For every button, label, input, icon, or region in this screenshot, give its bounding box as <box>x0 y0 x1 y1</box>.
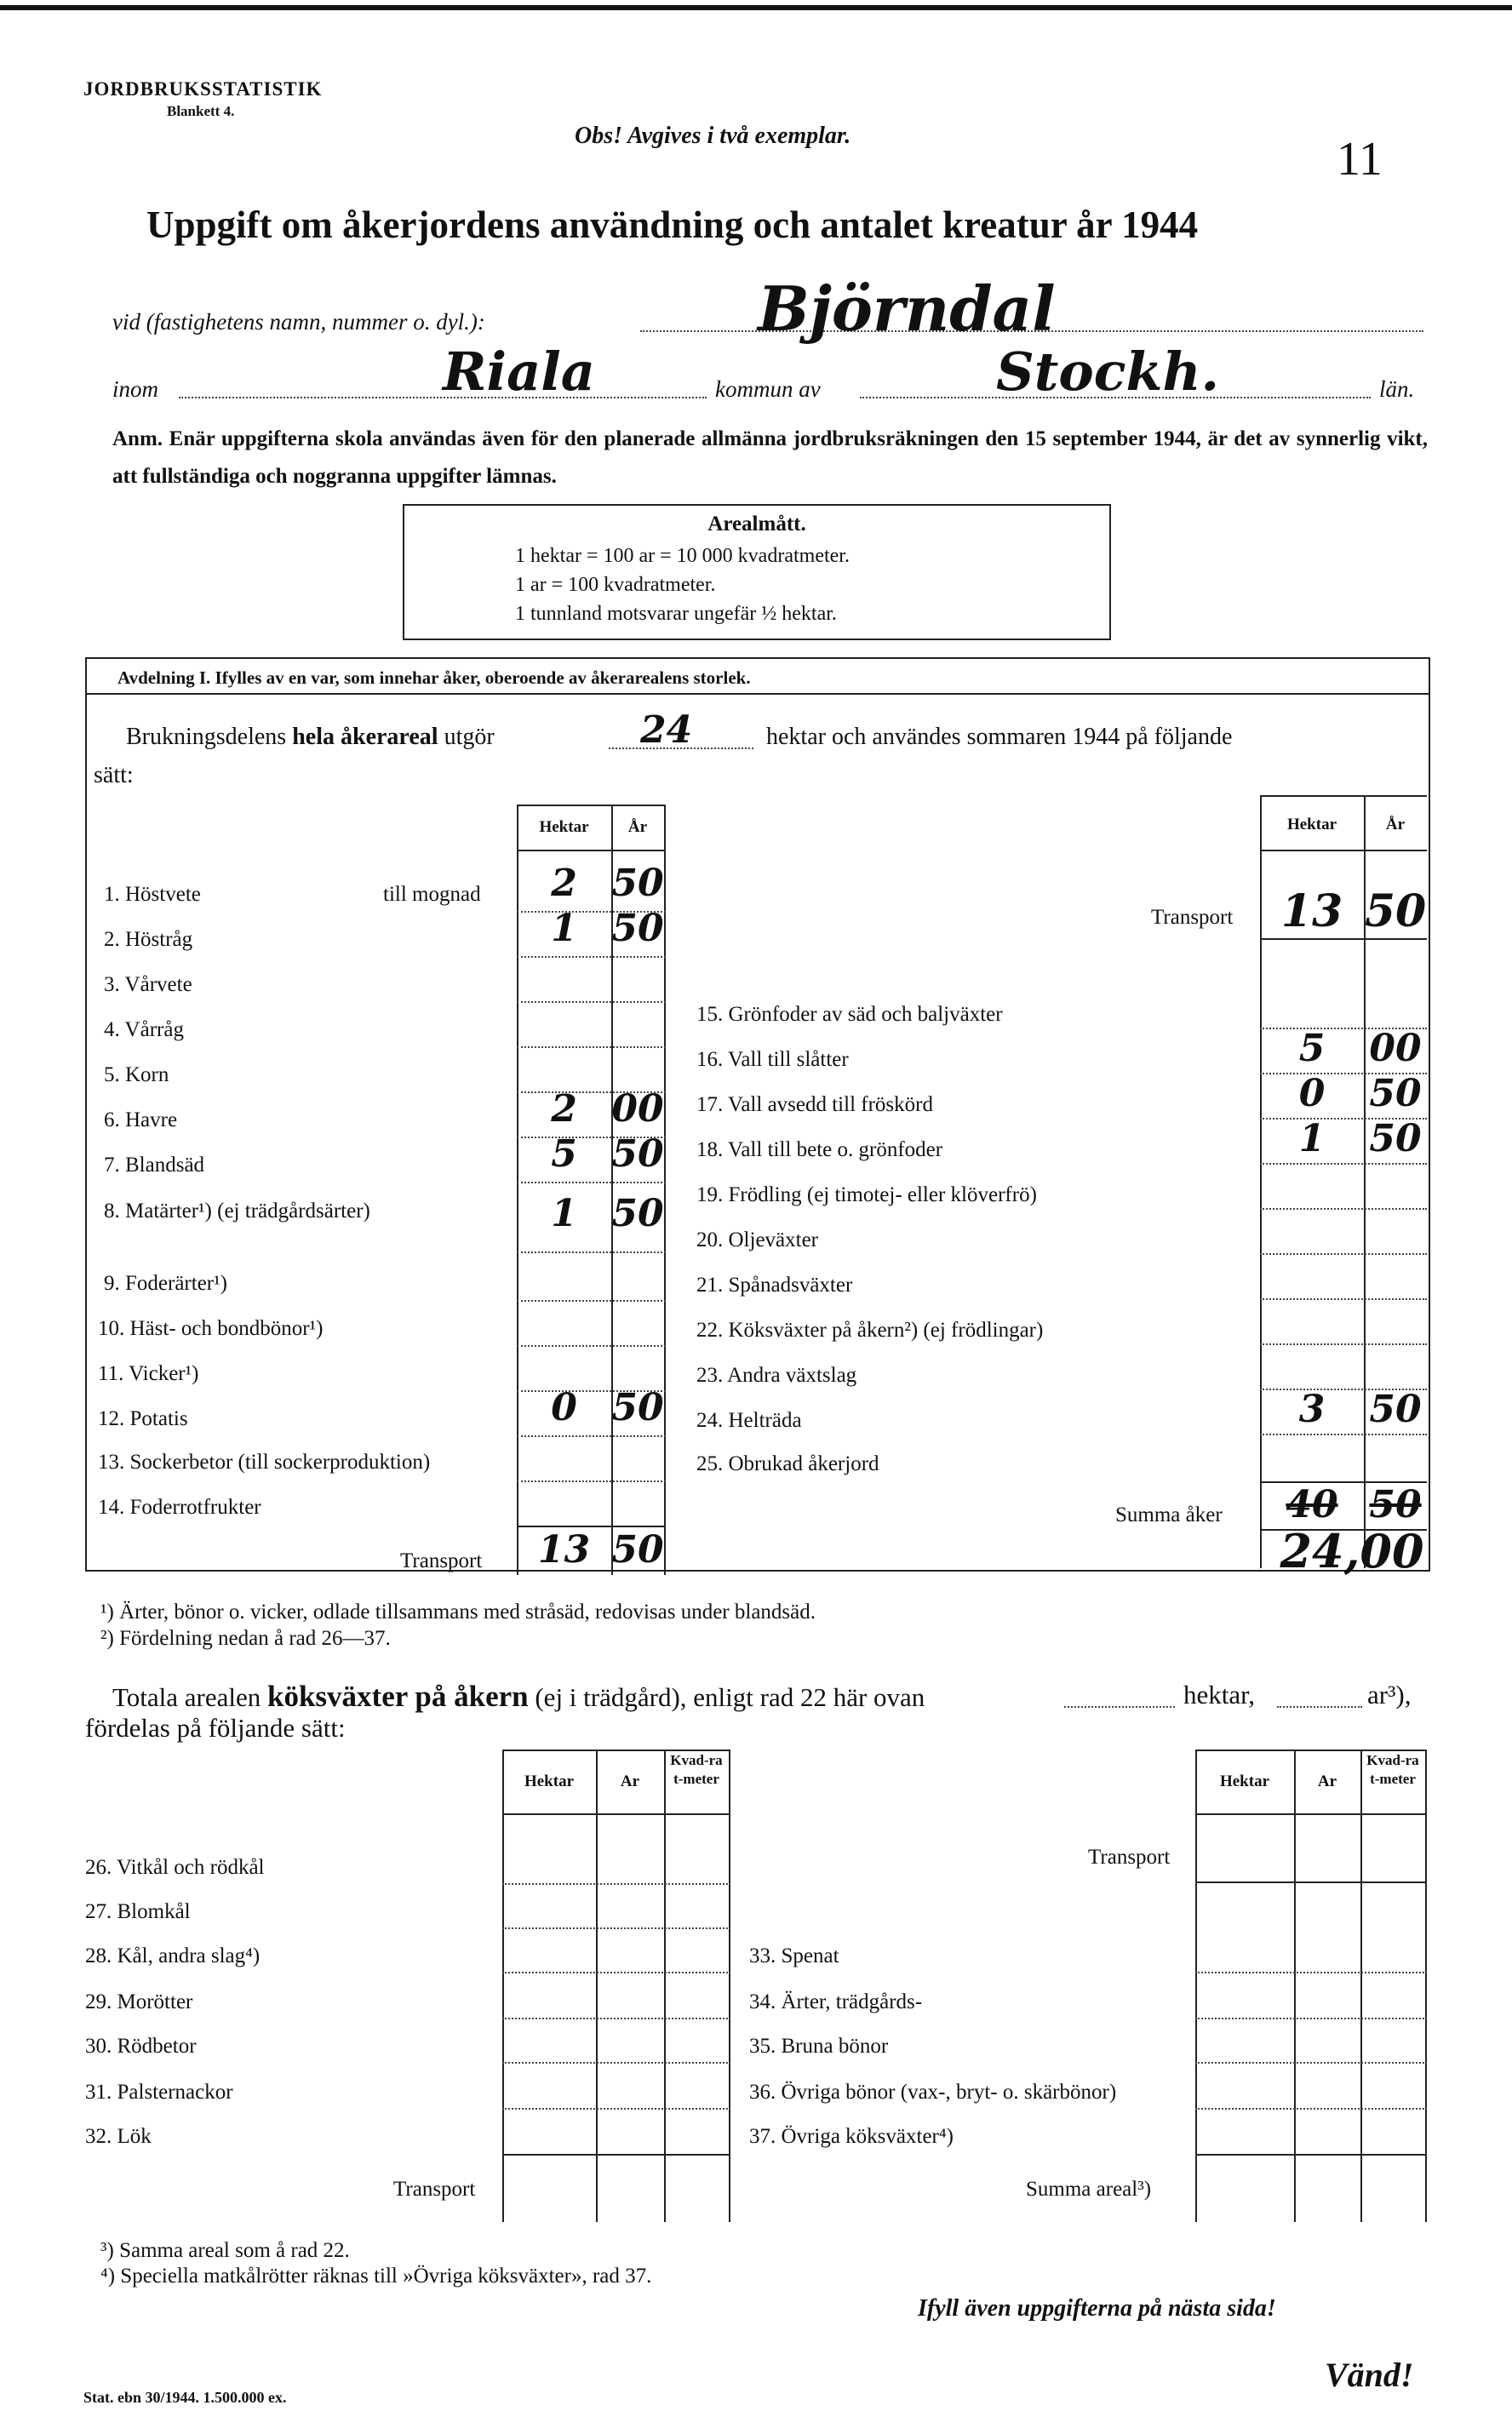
right-row-rule <box>1260 1343 1427 1345</box>
summa-ar[interactable]: 50 <box>1369 1483 1422 1526</box>
kok-left-header-bottom <box>502 1813 730 1815</box>
org-name: JORDBRUKSSTATISTIK <box>83 78 323 100</box>
inom-label: inom <box>112 376 158 402</box>
kok-left-rule <box>502 1972 730 1973</box>
left-row-label: 6. Havre <box>104 1108 178 1131</box>
left-row-label: 12. Potatis <box>98 1407 188 1430</box>
kok-right-col-kvm: Kvad-rat-meter <box>1366 1752 1419 1787</box>
left-row-rule <box>517 1046 666 1048</box>
intro-part-a: Brukningsdelens <box>126 724 287 750</box>
right-row-hektar[interactable]: 0 <box>1298 1072 1326 1115</box>
right-row-hektar[interactable]: 3 <box>1298 1388 1326 1431</box>
kok-right-divider-3 <box>1360 1750 1362 2222</box>
left-row-ar[interactable]: 50 <box>611 1132 664 1176</box>
kok-right-rule <box>1195 2062 1427 2064</box>
right-row-hektar[interactable]: 1 <box>1298 1117 1326 1160</box>
total-area-value[interactable]: 24 <box>640 708 693 752</box>
footnote-3: ³) Samma areal som å rad 22. <box>100 2239 350 2262</box>
left-row-label: 13. Sockerbetor (till sockerproduktion) <box>98 1451 431 1474</box>
footnote-1: ¹) Ärter, bönor o. vicker, odlade tillsammans med stråsäd, redovisas under blandsäd. <box>100 1601 816 1624</box>
left-transport-ar[interactable]: 50 <box>611 1528 664 1572</box>
right-row-label: 24. Helträda <box>696 1409 802 1432</box>
kok-left-transport: Transport <box>393 2178 476 2201</box>
right-transport-label: Transport <box>1151 906 1234 929</box>
area-units-title: Arealmått. <box>707 513 806 535</box>
right-row-label: 22. Köksväxter på åkern²) (ej frödlingar) <box>696 1319 1044 1342</box>
kok-right-divider-4 <box>1425 1750 1427 2222</box>
left-row-label: 3. Vårvete <box>104 973 192 996</box>
kok-summa: Summa areal³) <box>1026 2178 1152 2201</box>
kok-intro-d: hektar, <box>1183 1680 1255 1709</box>
kok-left-rule <box>502 1883 730 1885</box>
right-row-ar[interactable]: 50 <box>1369 1117 1422 1160</box>
kok-right-row: 35. Bruna bönor <box>749 2035 889 2058</box>
left-row-ar[interactable]: 50 <box>611 862 664 905</box>
left-row-label: 14. Foderrotfrukter <box>98 1496 261 1519</box>
till-mognad-label: till mognad <box>383 883 481 906</box>
lan-value[interactable]: Stockh. <box>996 341 1220 403</box>
left-row-hektar[interactable]: 0 <box>551 1386 577 1429</box>
kok-left-row: 32. Lök <box>85 2125 152 2148</box>
summa-corrected[interactable]: 24,00 <box>1280 1524 1424 1578</box>
kok-right-divider-1 <box>1195 1750 1197 2222</box>
right-header-bottom <box>1260 850 1427 851</box>
left-col-ar: År <box>627 818 648 836</box>
kok-left-divider-3 <box>664 1750 666 2222</box>
left-row-label: 7. Blandsäd <box>104 1154 205 1177</box>
left-row-rule <box>517 1435 666 1437</box>
kok-left-row: 26. Vitkål och rödkål <box>85 1856 265 1879</box>
top-border <box>0 5 1512 10</box>
kok-right-row: 37. Övriga köksväxter⁴) <box>749 2125 954 2148</box>
turn-over-note: Vänd! <box>1325 2356 1414 2394</box>
left-row-label: 10. Häst- och bondbönor¹) <box>98 1317 324 1340</box>
property-label: vid (fastighetens namn, nummer o. dyl.): <box>112 309 485 335</box>
kok-right-transport-rule <box>1195 1881 1427 1883</box>
kok-left-row: 29. Morötter <box>85 1990 193 2013</box>
kok-intro-f: fördelas på följande sätt: <box>85 1713 346 1743</box>
right-row-label: 19. Frödling (ej timotej- eller klöverfrö) <box>696 1183 1037 1206</box>
right-row-rule <box>1260 1298 1427 1300</box>
left-row-label: 4. Vårråg <box>104 1018 184 1041</box>
remark-text: Anm. Enär uppgifterna skola användas även för den planerade allmänna jordbruksräkningen den 15 september 1944, är det av synnerlig vikt, att fullständiga och noggranna uppgifter lämnas. <box>112 427 1428 488</box>
kok-intro-b: köksväxter på åkern <box>267 1680 529 1713</box>
intro-part-e: sätt: <box>94 762 134 788</box>
right-transport-rule <box>1260 938 1427 940</box>
kok-right-rule <box>1195 2018 1427 2019</box>
summa-label: Summa åker <box>1115 1503 1223 1526</box>
print-info: Stat. ebn 30/1944. 1.500.000 ex. <box>83 2389 287 2406</box>
right-row-label: 21. Spånadsväxter <box>696 1274 853 1297</box>
left-transport-hektar[interactable]: 13 <box>537 1528 591 1572</box>
left-row-rule <box>517 1001 666 1003</box>
left-row-hektar[interactable]: 1 <box>551 1192 577 1235</box>
left-row-label: 9. Foderärter¹) <box>104 1272 227 1295</box>
kok-left-divider-4 <box>729 1750 730 2222</box>
section-1-intro <box>126 724 495 751</box>
kok-right-header-bottom <box>1195 1813 1427 1815</box>
right-row-ar[interactable]: 00 <box>1369 1027 1422 1070</box>
left-transport-top <box>517 1526 666 1527</box>
left-row-rule <box>517 1251 666 1253</box>
kok-left-col-ar: Ar <box>620 1772 640 1790</box>
footnote-2: ²) Fördelning nedan å rad 26—37. <box>100 1627 391 1650</box>
right-col-ar: År <box>1385 816 1406 833</box>
left-row-ar[interactable]: 50 <box>611 1192 664 1235</box>
area-units-line-3: 1 tunnland motsvarar ungefär ½ hektar. <box>515 603 837 625</box>
right-transport-hektar[interactable]: 13 <box>1280 885 1343 937</box>
lan-label: län. <box>1379 376 1415 402</box>
kok-right-divider-2 <box>1294 1750 1296 2222</box>
section-1-title-rule <box>85 693 1429 695</box>
right-row-hektar[interactable]: 5 <box>1298 1027 1326 1070</box>
intro-part-b: hela åkerareal <box>292 724 438 750</box>
left-row-rule <box>517 956 666 958</box>
kok-left-rule <box>502 1927 730 1929</box>
left-col-divider-3 <box>664 805 666 1575</box>
kok-intro-a: Totala arealen <box>112 1682 261 1712</box>
right-row-label: 15. Grönfoder av säd och baljväxter <box>696 1003 1003 1026</box>
left-row-hektar[interactable]: 2 <box>551 862 577 905</box>
right-row-label: 20. Oljeväxter <box>696 1228 819 1251</box>
left-row-rule <box>517 1480 666 1482</box>
left-row-hektar[interactable]: 2 <box>551 1087 577 1131</box>
left-row-label: 2. Höstråg <box>104 928 193 951</box>
area-units-line-1: 1 hektar = 100 ar = 10 000 kvadratmeter. <box>515 545 850 567</box>
kok-intro <box>112 1680 925 1714</box>
left-row-rule <box>517 1182 666 1183</box>
right-row-label: 17. Vall avsedd till fröskörd <box>696 1093 933 1116</box>
kok-left-divider-1 <box>502 1750 504 2222</box>
kok-left-rule <box>502 2108 730 2110</box>
left-header-bottom <box>517 850 666 851</box>
kok-left-row: 28. Kål, andra slag⁴) <box>85 1944 261 1967</box>
kok-left-divider-2 <box>596 1750 598 2222</box>
right-row-label: 16. Vall till slåtter <box>696 1048 849 1071</box>
form-title: Uppgift om åkerjordens användning och antalet kreatur år 1944 <box>146 203 1199 246</box>
kok-right-row: 33. Spenat <box>749 1944 839 1967</box>
property-value[interactable]: Björndal <box>758 272 1056 345</box>
left-row-rule <box>517 1345 666 1347</box>
kommun-label: kommun av <box>715 376 821 402</box>
left-row-hektar[interactable]: 5 <box>551 1132 577 1176</box>
area-units-box <box>403 504 1111 640</box>
right-row-label: 23. Andra växtslag <box>696 1364 857 1387</box>
kok-right-col-hektar: Hektar <box>1219 1772 1270 1790</box>
right-row-ar[interactable]: 50 <box>1369 1072 1422 1115</box>
left-col-hektar: Hektar <box>539 818 589 836</box>
right-row-rule <box>1260 1434 1427 1435</box>
kok-left-transport-top <box>502 2154 730 2156</box>
right-row-rule <box>1260 1208 1427 1210</box>
kok-right-rule <box>1195 1972 1427 1973</box>
intro-part-d: hektar och användes sommaren 1944 på följande <box>766 724 1233 750</box>
right-row-rule <box>1260 1253 1427 1255</box>
form-number: Blankett 4. <box>167 103 235 119</box>
right-col-hektar: Hektar <box>1286 816 1337 833</box>
kok-right-row: 34. Ärter, trädgårds- <box>749 1990 923 2013</box>
right-row-label: 18. Vall till bete o. grönfoder <box>696 1138 943 1161</box>
left-row-ar[interactable]: 50 <box>611 907 664 950</box>
left-row-ar[interactable]: 50 <box>611 1386 664 1429</box>
kommun-value[interactable]: Riala <box>443 341 595 403</box>
kok-left-rule <box>502 2062 730 2064</box>
right-transport-ar[interactable]: 50 <box>1364 885 1427 937</box>
kok-hektar-line <box>1064 1706 1175 1708</box>
left-row-label: 8. Matärter¹) (ej trädgårdsärter) <box>104 1200 370 1223</box>
left-row-ar[interactable]: 00 <box>611 1087 664 1131</box>
left-row-label: 5. Korn <box>104 1063 169 1086</box>
left-row-rule <box>517 1300 666 1302</box>
intro-part-c: utgör <box>444 724 495 750</box>
left-row-hektar[interactable]: 1 <box>551 907 577 950</box>
footnote-4: ⁴) Speciella matkålrötter räknas till »Övriga köksväxter», rad 37. <box>100 2265 652 2288</box>
right-row-ar[interactable]: 50 <box>1369 1388 1422 1431</box>
kok-left-row: 31. Palsternackor <box>85 2081 233 2104</box>
kok-right-row: 36. Övriga bönor (vax-, bryt- o. skärbönor) <box>749 2081 1117 2104</box>
kok-left-row: 30. Rödbetor <box>85 2035 197 2058</box>
copies-note: Obs! Avgives i två exemplar. <box>575 123 851 149</box>
kok-right-summa-top <box>1195 2154 1427 2156</box>
fill-next-page-note: Ifyll även uppgifterna på nästa sida! <box>918 2295 1276 2322</box>
kok-left-rule <box>502 2018 730 2019</box>
kok-intro-e: ar³), <box>1367 1680 1412 1709</box>
summa-hektar[interactable]: 40 <box>1286 1483 1338 1526</box>
left-transport-label: Transport <box>400 1549 483 1572</box>
page-number: 11 <box>1337 133 1383 186</box>
kok-left-col-hektar: Hektar <box>524 1772 575 1790</box>
right-row-rule <box>1260 1163 1427 1165</box>
kok-left-row: 27. Blomkål <box>85 1900 191 1923</box>
left-header-top <box>517 805 666 806</box>
area-units-line-2: 1 ar = 100 kvadratmeter. <box>515 574 716 596</box>
kok-ar-line <box>1277 1706 1362 1708</box>
left-row-label: 1. Höstvete <box>104 883 201 906</box>
kok-left-col-kvm: Kvad-rat-meter <box>670 1752 723 1787</box>
kok-right-rule <box>1195 2108 1427 2110</box>
right-row-label: 25. Obrukad åkerjord <box>696 1452 879 1475</box>
right-header-top <box>1260 795 1427 797</box>
kok-right-transport: Transport <box>1088 1846 1171 1869</box>
section-1-title: Avdelning I. Ifylles av en var, som innehar åker, oberoende av åkerarealens storlek. <box>117 667 751 688</box>
left-row-label: 11. Vicker¹) <box>98 1362 199 1385</box>
kok-intro-c: (ej i trädgård), enligt rad 22 här ovan <box>535 1682 925 1712</box>
kok-right-col-ar: Ar <box>1317 1772 1337 1790</box>
